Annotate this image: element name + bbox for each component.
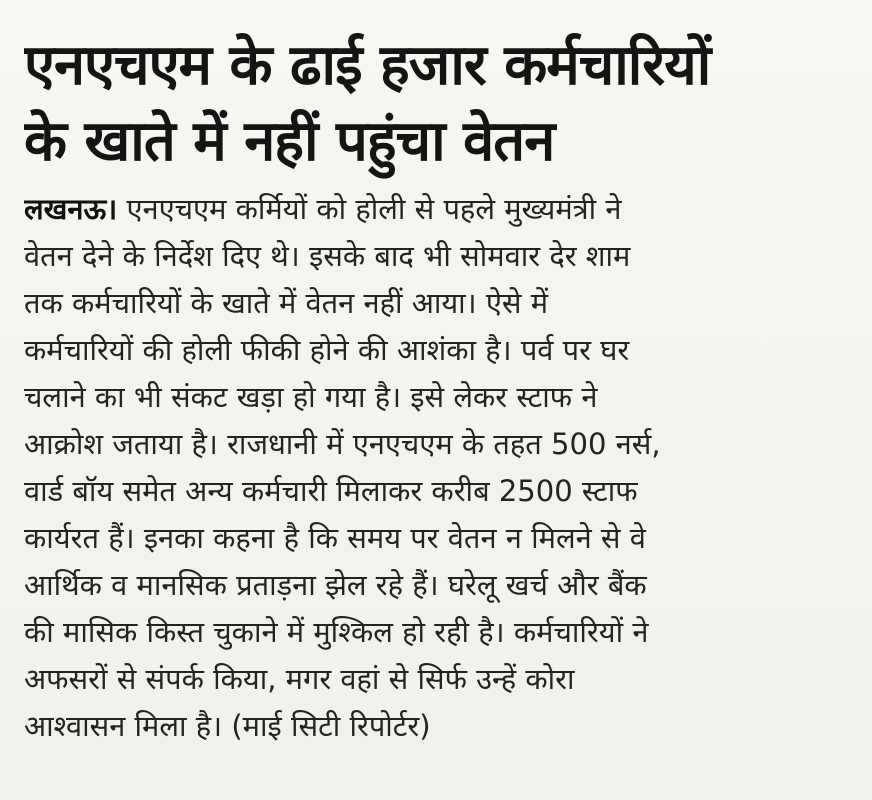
headline [24, 28, 842, 180]
body-line-9: आर्थिक व मानसिक प्रताड़ना झेल रहे हैं। घरेलू खर्च और बैंक [24, 568, 647, 602]
body-line-1 [24, 186, 842, 233]
dateline: लखनऊ। [24, 192, 118, 226]
body-line-11: अफसरों से संपर्क किया, मगर वहां से सिर्फ उन्हें कोरा [24, 662, 575, 696]
body-line-4: कर्मचारियों की होली फीकी होने की आशंका है। पर्व पर घर [24, 333, 630, 367]
body-line-2: वेतन देने के निर्देश दिए थे। इसके बाद भी सोमवार देर शाम [24, 239, 631, 273]
body-line-12: आश्वासन मिला है। (माई सिटी रिपोर्टर) [24, 709, 431, 743]
body-line-1-text: एनएचएम कर्मियों को होली से पहले मुख्यमंत्री ने [117, 192, 622, 226]
body-line-8: कार्यरत हैं। इनका कहना है कि समय पर वेतन न मिलने से वे [24, 521, 646, 555]
body-line-3: तक कर्मचारियों के खाते में वेतन नहीं आया। ऐसे में [24, 286, 549, 320]
body-line-10: की मासिक किस्त चुकाने में मुश्किल हो रही है। कर्मचारियों ने [24, 615, 649, 649]
headline-line-2: के खाते में नहीं पहुंचा वेतन [24, 109, 555, 174]
headline-line-1: एनएचएम के ढाई हजार कर्मचारियों [24, 33, 711, 98]
body-line-6: आक्रोश जताया है। राजधानी में एनएचएम के तहत 500 नर्स, [24, 427, 661, 461]
body-line-7: वार्ड बॉय समेत अन्य कर्मचारी मिलाकर करीब 2500 स्टाफ [24, 474, 638, 508]
body-line-5: चलाने का भी संकट खड़ा हो गया है। इसे लेकर स्टाफ ने [24, 380, 598, 414]
article-body [24, 186, 842, 750]
